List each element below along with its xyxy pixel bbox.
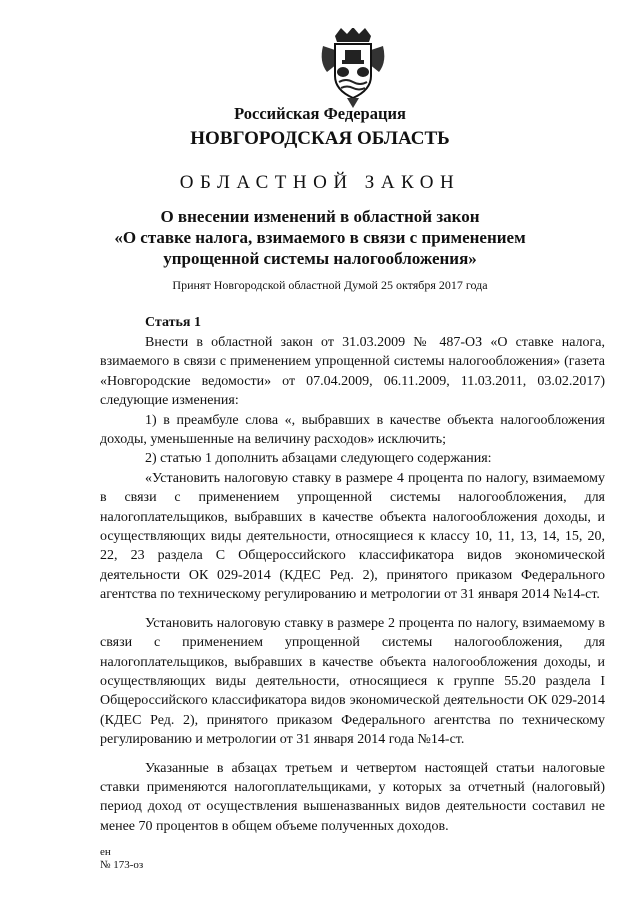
adoption-note: Принят Новгородской областной Думой 25 октября 2017 года xyxy=(172,278,488,292)
article-heading: Статья 1 xyxy=(145,315,201,330)
article-paragraph: Внести в областной закон от 31.03.2009 № 487-ОЗ «О ставке налога, взимаемого в связи с применением упрощенной системы налогообложения» (газета «Новгородские ведомости» от 07.04.2009, 06.11.2009, 11.03.2011, 03.02.2017) следующие изменения: xyxy=(100,335,605,409)
article-paragraph: Установить налоговую ставку в размере 2 процента по налогу, взимаемому в связи с применением упрощенной системы налогообложения, для налогоплательщиков, выбравших в качестве объекта налогообложения доходы, и осуществляющих виды деятельности, относящиеся к группе 55.20 раздела I Общероссийского классификатора видов экономической деятельности ОК 029-2014 (КДЕС Ред. 2), принятого приказом Федерального агентства по техническому регулированию и метрологии от 31 января 2014 года №14-ст. xyxy=(100,615,605,748)
document-type: ОБЛАСТНОЙ ЗАКОН xyxy=(179,172,461,193)
article-body xyxy=(100,333,605,836)
country-name: Российская Федерация xyxy=(234,104,406,123)
document-footer xyxy=(100,846,143,872)
article-paragraph: 1) в преамбуле слова «, выбравших в качестве объекта налогообложения доходы, уменьшенные на величину расходов» исключить; xyxy=(100,412,605,448)
law-title-line: О внесении изменений в областной закон xyxy=(160,207,480,226)
executor-initials: ен xyxy=(100,846,111,858)
law-title xyxy=(0,206,640,269)
article-paragraph: «Установить налоговую ставку в размере 4 процента по налогу, взимаемому в связи с применением упрощенной системы налогообложения, для налогоплательщиков, выбравших в качестве объекта налогообложения доходы, и осуществляющих виды деятельности, относящиеся к классу 10, 11, 13, 14, 15, 20, 22, 23 раздела С Общероссийского классификатора видов экономической деятельности ОК 029-2014 (КДЕС Ред. 2), принятого приказом Федерального агентства по техническому регулированию и метрологии от 31 января 2014 №14-ст. xyxy=(100,470,605,603)
law-title-line: «О ставке налога, взимаемого в связи с применением xyxy=(114,228,526,247)
article-paragraph: 2) статью 1 дополнить абзацами следующего содержания: xyxy=(145,451,492,467)
law-title-line: упрощенной системы налогообложения» xyxy=(163,249,477,268)
law-number: № 173-оз xyxy=(100,859,144,871)
novgorod-coat-of-arms-icon xyxy=(317,28,389,110)
article-paragraph: Указанные в абзацах третьем и четвертом настоящей статьи налоговые ставки применяются налогоплательщиками, у которых за отчетный (налоговый) период доход от осуществления вышеназванных видов деятельности составил не менее 70 процентов в общем объеме полученных доходов. xyxy=(100,760,605,834)
region-name: НОВГОРОДСКАЯ ОБЛАСТЬ xyxy=(190,128,450,149)
